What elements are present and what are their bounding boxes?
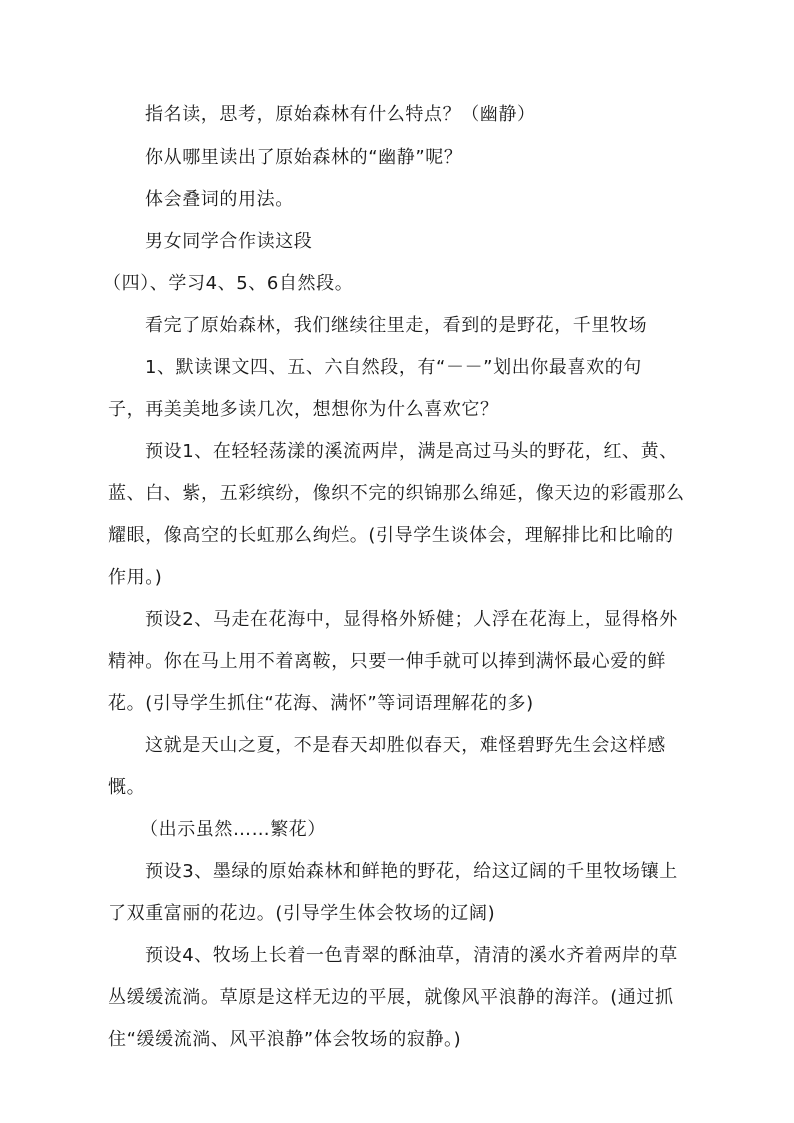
text-line-6: 看完了原始森林，我们继续往里走，看到的是野花，千里牧场 (145, 315, 648, 336)
text-line-17: 慨。 (108, 777, 146, 798)
text-line-10: 蓝、白、紫，五彩缤纷，像织不完的织锦那么绵延，像天边的彩霞那么 (108, 483, 685, 504)
text-line-12: 作用。) (108, 567, 163, 588)
text-line-23: 住“缓缓流淌、风平浪静”体会牧场的寂静。) (108, 1029, 462, 1050)
text-line-4: 男女同学合作读这段 (145, 231, 313, 252)
section-heading: （四）、学习4、5、6自然段。 (103, 273, 354, 294)
text-line-14: 精神。你在马上用不着离鞍，只要一伸手就可以捧到满怀最心爱的鲜 (108, 651, 666, 672)
text-line-15: 花。(引导学生抓住“花海、满怀”等词语理解花的多) (108, 693, 534, 714)
text-line-19: 预设3、墨绿的原始森林和鲜艳的野花，给这辽阔的千里牧场镶上 (145, 861, 678, 882)
text-line-18: （出示虽然……繁花） (140, 819, 326, 840)
text-line-22: 丛缓缓流淌。草原是这样无边的平展，就像风平浪静的海洋。(通过抓 (108, 987, 674, 1008)
text-line-16: 这就是天山之夏，不是春天却胜似春天，难怪碧野先生会这样感 (145, 735, 666, 756)
text-line-3: 体会叠词的用法。 (145, 189, 294, 210)
text-line-2: 你从哪里读出了原始森林的“幽静”呢？ (145, 147, 463, 168)
text-line-9: 预设1、在轻轻荡漾的溪流两岸，满是高过马头的野花，红、黄、 (145, 441, 678, 462)
text-line-1: 指名读，思考，原始森林有什么特点？（幽静） (145, 104, 536, 125)
text-line-21: 预设4、牧场上长着一色青翠的酥油草，清清的溪水齐着两岸的草 (145, 945, 678, 966)
text-line-7: 1、默读课文四、五、六自然段，有“－－”划出你最喜欢的句 (145, 357, 642, 378)
text-line-13: 预设2、马走在花海中，显得格外矫健；人浮在花海上，显得格外 (145, 609, 678, 630)
text-line-11: 耀眼，像高空的长虹那么绚烂。(引导学生谈体会，理解排比和比喻的 (108, 525, 674, 546)
text-line-20: 了双重富丽的花边。(引导学生体会牧场的辽阔) (108, 903, 496, 924)
text-line-8: 子，再美美地多读几次，想想你为什么喜欢它？ (108, 399, 499, 420)
